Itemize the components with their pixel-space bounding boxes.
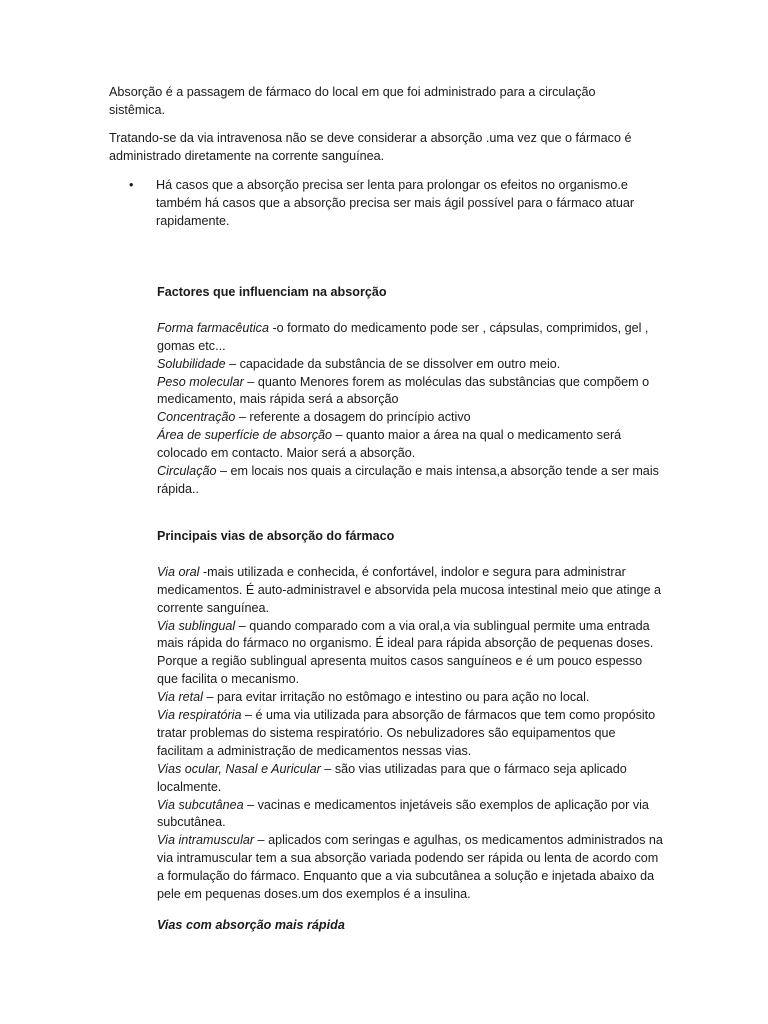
intro-paragraph-definition: Absorção é a passagem de fármaco do local em que foi administrado para a circulação sistêmica. [109, 85, 596, 117]
factor-term: Peso molecular [157, 374, 244, 389]
route-desc: – quando comparado com a via oral,a via sublingual permite uma entrada mais rápida do fármaco no organismo. É ideal para rápida absorção de pequenas doses. Porque a região sublingual apresenta muitos casos sanguíneos e é um pouco espesso que facilita o mecanismo. [157, 618, 654, 687]
spacer [157, 302, 663, 320]
route-desc: – é uma via utilizada para absorção de fármacos que tem como propósito tratar problemas do sistema respiratório. Os nebulizadores são equipamentos que facilitam a administração de medicamentos nessas vias. [157, 708, 656, 758]
factor-desc: -o formato do medicamento pode ser , cápsulas, comprimidos, gel , gomas etc... [157, 320, 649, 353]
route-desc: – são vias utilizadas para que o fármaco seja aplicado localmente. [157, 761, 627, 794]
route-desc: -mais utilizada e conhecida, é confortável, indolor e segura para administrar medicamentos. É auto-administravel e absorvida pela mucosa intestinal meio que atinge a corrente sanguínea. [157, 564, 662, 615]
factor-desc: – quanto Menores forem as moléculas das substâncias que compõem o medicamento, mais rápida será a absorção [157, 374, 650, 407]
bullet-icon: • [129, 178, 134, 192]
factor-term: Concentração [157, 410, 236, 425]
factor-item [157, 463, 663, 499]
route-item [157, 832, 663, 904]
factor-item [157, 356, 663, 374]
route-term: Via sublingual [157, 618, 236, 633]
factor-item [157, 374, 663, 410]
route-term: Vias ocular, Nasal e Auricular [157, 761, 321, 776]
factor-term: Forma farmacêutica [157, 320, 269, 335]
fast-routes-section [157, 917, 663, 935]
route-item [157, 707, 663, 761]
route-desc: – aplicados com seringas e agulhas, os medicamentos administrados na via intramuscular tem a sua absorção variada podendo ser rápida ou lenta de acordo com a formulação do fármaco. Enquanto que a via subcutânea a solução e injetada abaixo da pele em pequenas doses.um dos exemplos é a insulina. [157, 833, 663, 902]
route-item [157, 618, 663, 690]
factor-term: Área de superfície de absorção [157, 428, 333, 443]
factor-desc: – quanto maior a área na qual o medicamento será colocado em contacto. Maior será a absorção. [157, 428, 622, 461]
fast-routes-heading: Vias com absorção mais rápida [157, 918, 345, 932]
factor-desc: – referente a dosagem do princípio activo [235, 410, 471, 425]
bullet-item: Há casos que a absorção precisa ser lenta para prolongar os efeitos no organismo.e também há casos que a absorção precisa ser mais ágil possível para o fármaco atuar rapidamente. [156, 178, 635, 228]
route-term: Via intramuscular [157, 833, 255, 848]
route-item [157, 797, 663, 833]
factor-item [157, 427, 663, 463]
factor-term: Circulação [157, 464, 217, 479]
intro-paragraph-intravenous: Tratando-se da via intravenosa não se deve considerar a absorção .uma vez que o fármaco é administrado diretamente na corrente sanguínea. [109, 131, 632, 163]
route-term: Via subcutânea [157, 797, 244, 812]
route-desc: – vacinas e medicamentos injetáveis são exemplos de aplicação por via subcutânea. [157, 797, 649, 830]
factor-desc: – em locais nos quais a circulação e mais intensa,a absorção tende a ser mais rápida.. [157, 464, 659, 496]
factor-desc: – capacidade da substância de se dissolver em outro meio. [225, 356, 561, 371]
route-item [157, 689, 663, 707]
spacer [157, 546, 663, 564]
route-term: Via oral [157, 564, 200, 579]
route-desc: – para evitar irritação no estômago e intestino ou para ação no local. [202, 690, 590, 705]
route-term: Via respiratória [157, 708, 242, 723]
factor-item [157, 320, 663, 356]
route-item [157, 761, 663, 797]
factor-term: Solubilidade [157, 356, 226, 371]
route-term: Via retal [157, 690, 203, 705]
route-item [157, 564, 663, 618]
factor-item [157, 409, 663, 427]
factors-heading: Factores que influenciam na absorção [157, 285, 387, 299]
routes-section [157, 528, 663, 904]
factors-section [157, 284, 663, 499]
routes-heading: Principais vias de absorção do fármaco [157, 529, 395, 543]
